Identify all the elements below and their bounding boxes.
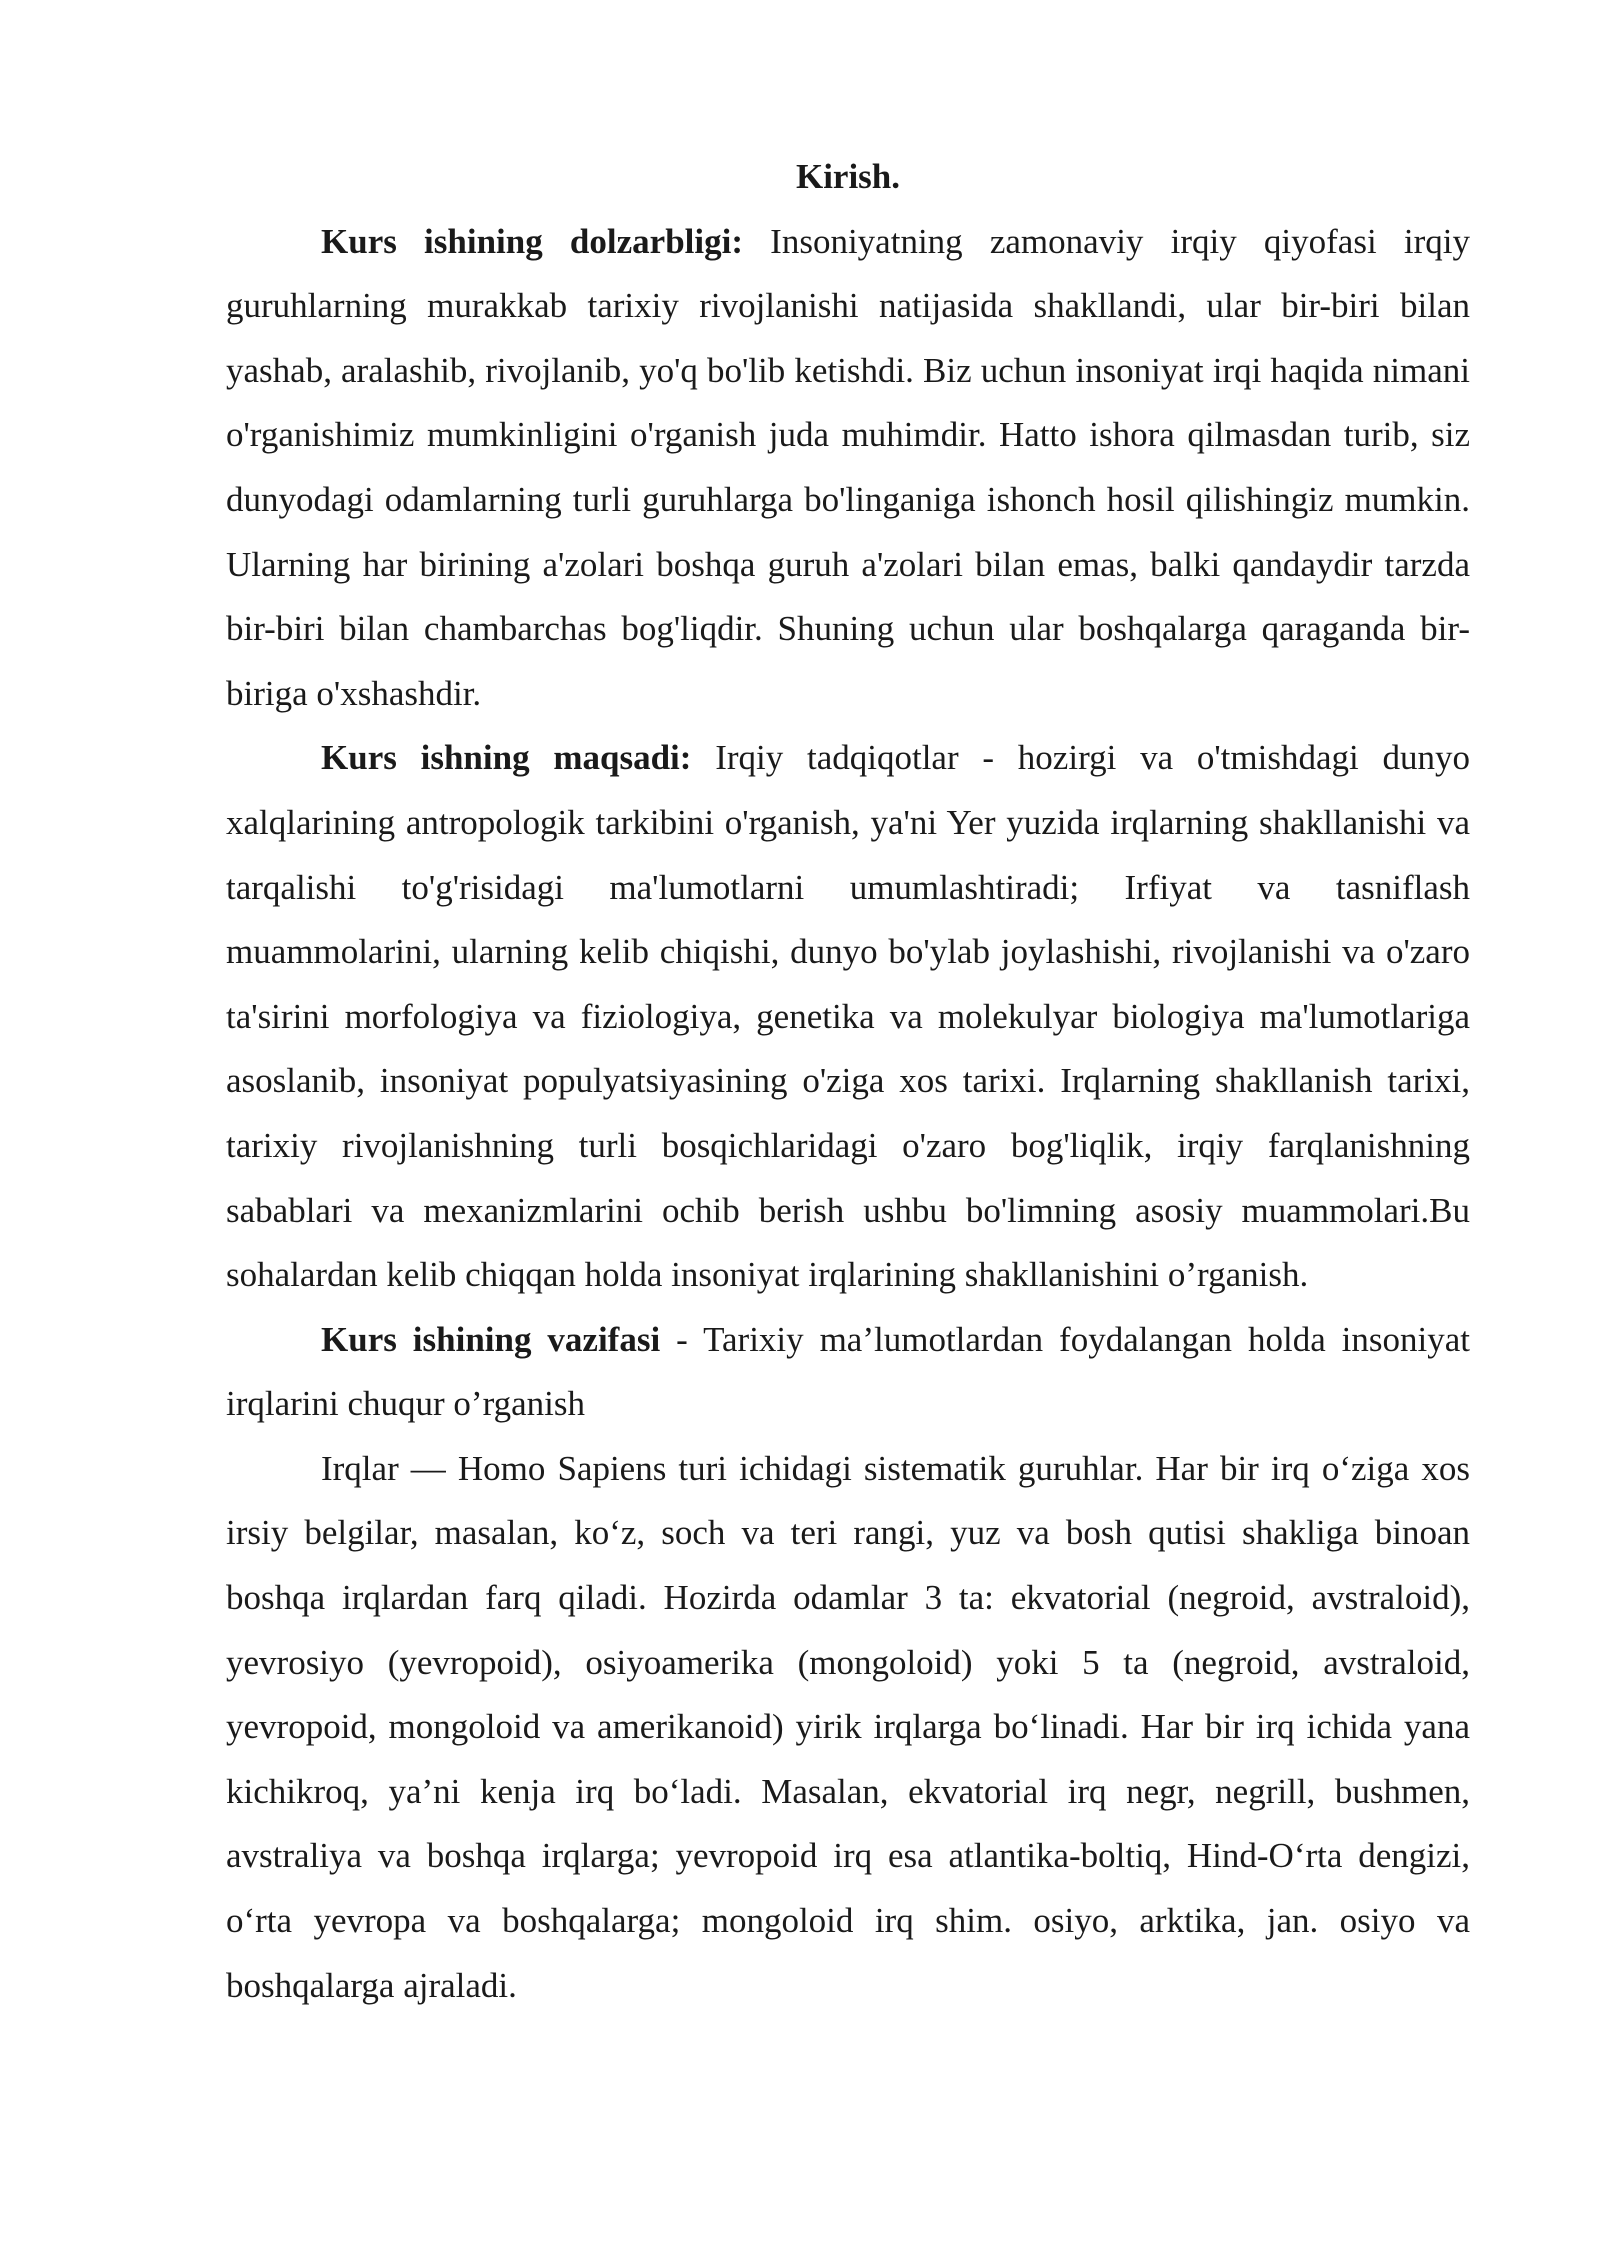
paragraph-vazifasi: [226, 1308, 1470, 1437]
paragraph-text: Irqiy tadqiqotlar - hozirgi va o'tmishdagi dunyo xalqlarining antropologik tarkibini o'rganish, ya'ni Yer yuzida irqlarning shakllanishi va tarqalishi to'g'risidagi ma'lumotlarni umumlashtiradi; Irfiyat va tasniflash muammolarini, ularning kelib chiqishi, dunyo bo'ylab joylashishi, rivojlanishi va o'zaro ta'sirini morfologiya va fiziologiya, genetika va molekulyar biologiya ma'lumotlariga asoslanib, insoniyat populyatsiyasining o'ziga xos tarixi. Irqlarning shakllanish tarixi, tarixiy rivojlanishning turli bosqichlaridagi o'zaro bog'liqlik, irqiy farqlanishning sabablari va mexanizmlarini ochib berish ushbu bo'limning asosiy muammolari.Bu sohalardan kelib chiqqan holda insoniyat irqlarining shakllanishini o’rganish.: [226, 738, 1470, 1295]
paragraph-text: - Tarixiy ma’lumotlardan foydalangan holda insoniyat irqlarini chuqur o’rganish: [226, 1319, 1470, 1424]
paragraph-dolzarbligi: [226, 210, 1470, 727]
paragraph-maqsadi: [226, 726, 1470, 1307]
paragraph-text: Insoniyatning zamonaviy irqiy qiyofasi irqiy guruhlarning murakkab tarixiy rivojlanishi natijasida shakllandi, ular bir-biri bilan yashab, aralashib, rivojlanib, yo'q bo'lib ketishdi. Biz uchun insoniyat irqi haqida nimani o'rganishimiz mumkinligini o'rganish juda muhimdir. Hatto ishora qilmasdan turib, siz dunyodagi odamlarning turli guruhlarga bo'linganiga ishonch hosil qilishingiz mumkin. Ularning har birining a'zolari boshqa guruh a'zolari bilan emas, balki qandaydir tarzda bir-biri bilan chambarchas bog'liqdir. Shuning uchun ular boshqalarga qaraganda bir-biriga o'xshashdir.: [226, 221, 1470, 713]
paragraph-lead: Kurs ishining vazifasi: [321, 1319, 661, 1359]
paragraph-lead: Kurs ishining dolzarbligi:: [321, 221, 743, 261]
paragraph-lead: Kurs ishning maqsadi:: [321, 738, 692, 778]
paragraph-text: Irqlar — Homo Sapiens turi ichidagi sistematik guruhlar. Har bir irq o‘ziga xos irsiy belgilar, masalan, ko‘z, soch va teri rangi, yuz va bosh qutisi shakliga binoan boshqa irqlardan farq qiladi. Hozirda odamlar 3 ta: ekvatorial (negroid, avstraloid), yevrosiyo (yevropoid), osiyoamerika (mongoloid) yoki 5 ta (negroid, avstraloid, yevropoid, mongoloid va amerikanoid) yirik irqlarga bo‘linadi. Har bir irq ichida yana kichikroq, ya’ni kenja irq bo‘ladi. Masalan, ekvatorial irq negr, negrill, bushmen, avstraliya va boshqa irqlarga; yevropoid irq esa atlantika-boltiq, Hind-O‘rta dengizi, o‘rta yevropa va boshqalarga; mongoloid irq shim. osiyo, arktika, jan. osiyo va boshqalarga ajraladi.: [226, 1448, 1470, 2005]
page-title: Kirish.: [795, 157, 901, 196]
paragraph-irqlar: [226, 1437, 1470, 2018]
